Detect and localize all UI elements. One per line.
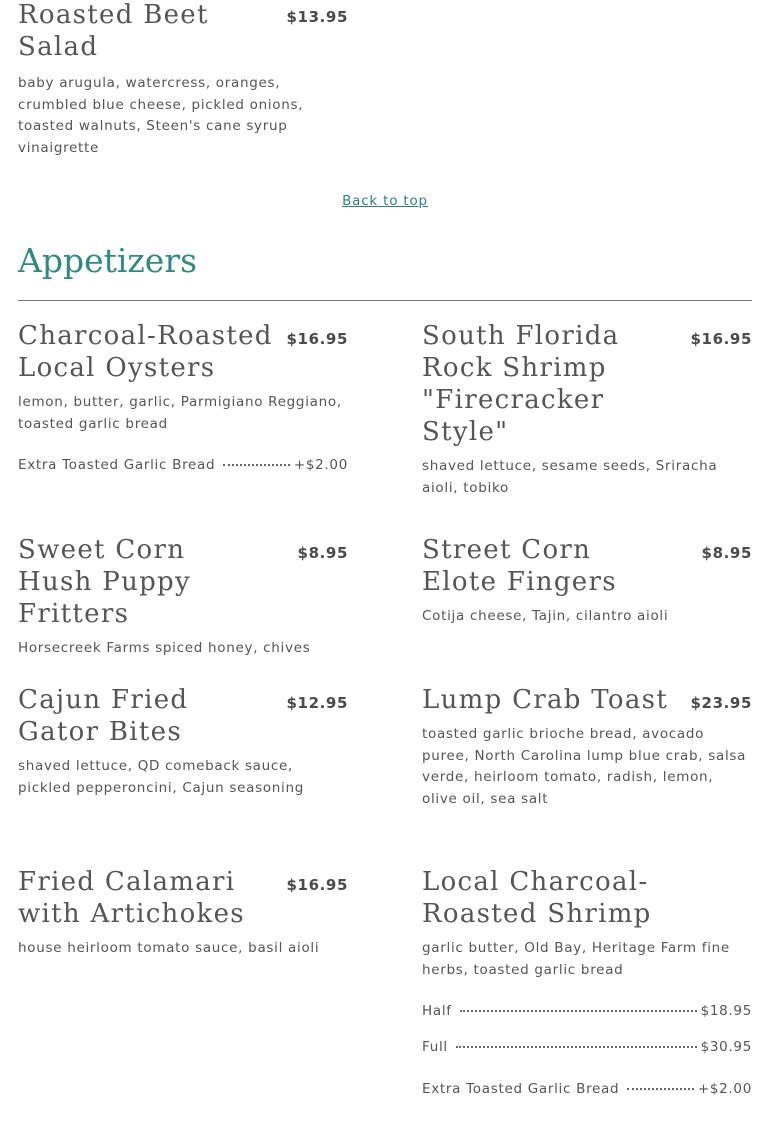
menu-item-price: $8.95	[297, 544, 348, 562]
menu-item-charcoal-roasted-local-oysters	[18, 320, 348, 473]
menu-item-price: $8.95	[701, 544, 752, 562]
menu-item-header	[18, 684, 348, 748]
back-to-top-link[interactable]: Back to top	[342, 193, 428, 209]
leader-dots	[627, 1088, 694, 1090]
option-price: +$2.00	[293, 457, 348, 473]
menu-item-description: shaved lettuce, QD comeback sauce, pickled pepperoncini, Cajun seasoning	[18, 758, 305, 796]
menu-item-option-half	[422, 1003, 752, 1019]
menu-item-name: Charcoal-Roasted Local Oysters	[18, 321, 273, 383]
menu-item-name: South Florida Rock Shrimp "Firecracker Style"	[422, 321, 620, 447]
menu-item-header	[422, 534, 752, 598]
menu-item-name: Cajun Fried Gator Bites	[18, 685, 189, 747]
menu-item-name: Local Charcoal-Roasted Shrimp	[422, 867, 652, 929]
menu-item-description: baby arugula, watercress, oranges, crumbled blue cheese, pickled onions, toasted walnuts, Steen's cane syrup vinaigrette	[18, 75, 304, 156]
menu-item-description: toasted garlic brioche bread, avocado puree, North Carolina lump blue crab, salsa verde, heirloom tomato, radish, lemon, olive oil, sea salt	[422, 726, 747, 807]
menu-item-price: $16.95	[286, 330, 348, 348]
option-label: Half	[422, 1003, 452, 1019]
section-title-appetizers: Appetizers	[18, 241, 198, 280]
menu-item-option	[18, 457, 348, 473]
menu-item-lump-crab-toast	[422, 684, 752, 810]
menu-item-name: Fried Calamari with Artichokes	[18, 867, 245, 929]
leader-dots	[223, 464, 290, 466]
menu-item-sweet-corn-hush-puppy-fritters	[18, 534, 348, 660]
menu-item-description: house heirloom tomato sauce, basil aioli	[18, 940, 320, 956]
menu-item-option-full	[422, 1039, 752, 1055]
menu-item-local-charcoal-roasted-shrimp	[422, 866, 752, 1097]
menu-item-name: Street Corn Elote Fingers	[422, 535, 617, 597]
menu-item-header	[422, 684, 752, 716]
menu-item-street-corn-elote-fingers	[422, 534, 752, 628]
menu-item-header	[422, 866, 752, 930]
menu-item-description: lemon, butter, garlic, Parmigiano Reggiano, toasted garlic bread	[18, 394, 342, 432]
option-label: Extra Toasted Garlic Bread	[18, 457, 216, 473]
menu-item-header	[18, 534, 348, 630]
option-price: $18.95	[700, 1003, 752, 1019]
menu-item-description: Cotija cheese, Tajin, cilantro aioli	[422, 608, 669, 624]
option-label: Full	[422, 1039, 448, 1055]
menu-item-header	[422, 320, 752, 448]
menu-item-header	[18, 0, 348, 63]
section-divider	[18, 300, 752, 301]
menu-item-fried-calamari-with-artichokes	[18, 866, 348, 960]
menu-item-price: $13.95	[286, 8, 348, 26]
menu-item-description: shaved lettuce, sesame seeds, Sriracha aioli, tobiko	[422, 458, 718, 496]
menu-item-header	[18, 866, 348, 930]
menu-item-name: Sweet Corn Hush Puppy Fritters	[18, 535, 191, 629]
menu-item-name: Roasted Beet Salad	[18, 0, 209, 62]
menu-item-option-extra-bread	[422, 1081, 752, 1097]
leader-dots	[460, 1010, 697, 1012]
menu-item-header	[18, 320, 348, 384]
menu-item-roasted-beet-salad	[18, 0, 348, 159]
menu-item-cajun-fried-gator-bites	[18, 684, 348, 799]
menu-item-south-florida-rock-shrimp	[422, 320, 752, 499]
leader-dots	[456, 1046, 697, 1048]
menu-item-price: $16.95	[286, 876, 348, 894]
menu-item-price: $12.95	[286, 694, 348, 712]
option-price: +$2.00	[697, 1081, 752, 1097]
menu-item-description: garlic butter, Old Bay, Heritage Farm fine herbs, toasted garlic bread	[422, 940, 730, 978]
menu-item-name: Lump Crab Toast	[422, 685, 669, 715]
menu-item-price: $23.95	[690, 694, 752, 712]
menu-item-price: $16.95	[690, 330, 752, 348]
menu-item-description: Horsecreek Farms spiced honey, chives	[18, 640, 311, 656]
option-label: Extra Toasted Garlic Bread	[422, 1081, 620, 1097]
option-price: $30.95	[700, 1039, 752, 1055]
